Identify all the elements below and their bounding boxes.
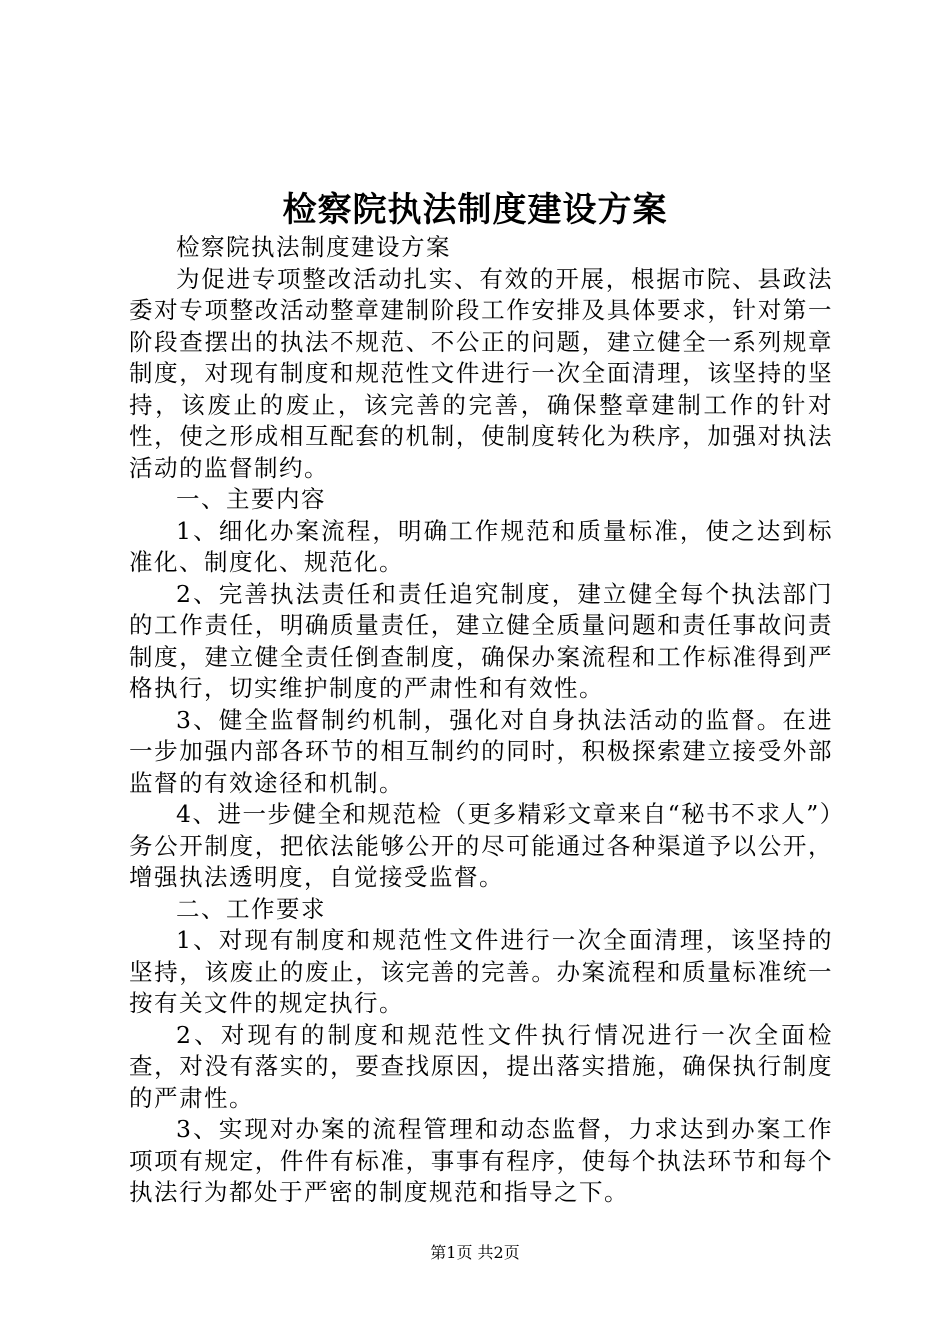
paragraph-item-1: 1、细化办案流程，明确工作规范和质量标准，使之达到标准化、制度化、规范化。 xyxy=(129,516,833,576)
paragraph-intro: 为促进专项整改活动扎实、有效的开展，根据市院、县政法委对专项整改活动整章建制阶段工作安排及具体要求，针对第一阶段查摆出的执法不规范、不公正的问题，建立健全一系列规章制度，对现有制度和规范性文件进行一次全面清理，该坚持的坚持，该废止的废止，该完善的完善，确保整章建制工作的针对性，使之形成相互配套的机制，使制度转化为秩序，加强对执法活动的监督制约。 xyxy=(129,264,833,482)
section-heading-work-requirements: 二、工作要求 xyxy=(176,894,326,923)
paragraph-item-3: 3、健全监督制约机制，强化对自身执法活动的监督。在进一步加强内部各环节的相互制约的同时，积极探索建立接受外部监督的有效途径和机制。 xyxy=(129,705,833,797)
page-footer: 第1页 共2页 xyxy=(430,1243,520,1262)
paragraph-item-4: 4、进一步健全和规范检（更多精彩文章来自“秘书不求人”）务公开制度，把依法能够公开的尽可能通过各种渠道予以公开，增强执法透明度，自觉接受监督。 xyxy=(129,800,833,891)
paragraph-requirement-1: 1、对现有制度和规范性文件进行一次全面清理，该坚持的坚持，该废止的废止，该完善的完善。办案流程和质量标准统一按有关文件的规定执行。 xyxy=(129,926,833,1017)
document-title: 检察院执法制度建设方案 xyxy=(282,190,668,230)
paragraph-requirement-2: 2、对现有的制度和规范性文件执行情况进行一次全面检查，对没有落实的，要查找原因，提出落实措施，确保执行制度的严肃性。 xyxy=(129,1020,833,1112)
paragraph-item-2: 2、完善执法责任和责任追究制度，建立健全每个执法部门的工作责任，明确质量责任，建立健全质量问题和责任事故问责制度，建立健全责任倒查制度，确保办案流程和工作标准得到严格执行，切实维护制度的严肃性和有效性。 xyxy=(129,579,833,702)
paragraph-subtitle: 检察院执法制度建设方案 xyxy=(176,233,451,261)
section-heading-main-content: 一、主要内容 xyxy=(176,485,326,513)
document-body xyxy=(129,232,833,1209)
paragraph-requirement-3: 3、实现对办案的流程管理和动态监督，力求达到办案工作项项有规定，件件有标准，事事有程序，使每个执法环节和每个执法行为都处于严密的制度规范和指导之下。 xyxy=(129,1115,833,1206)
